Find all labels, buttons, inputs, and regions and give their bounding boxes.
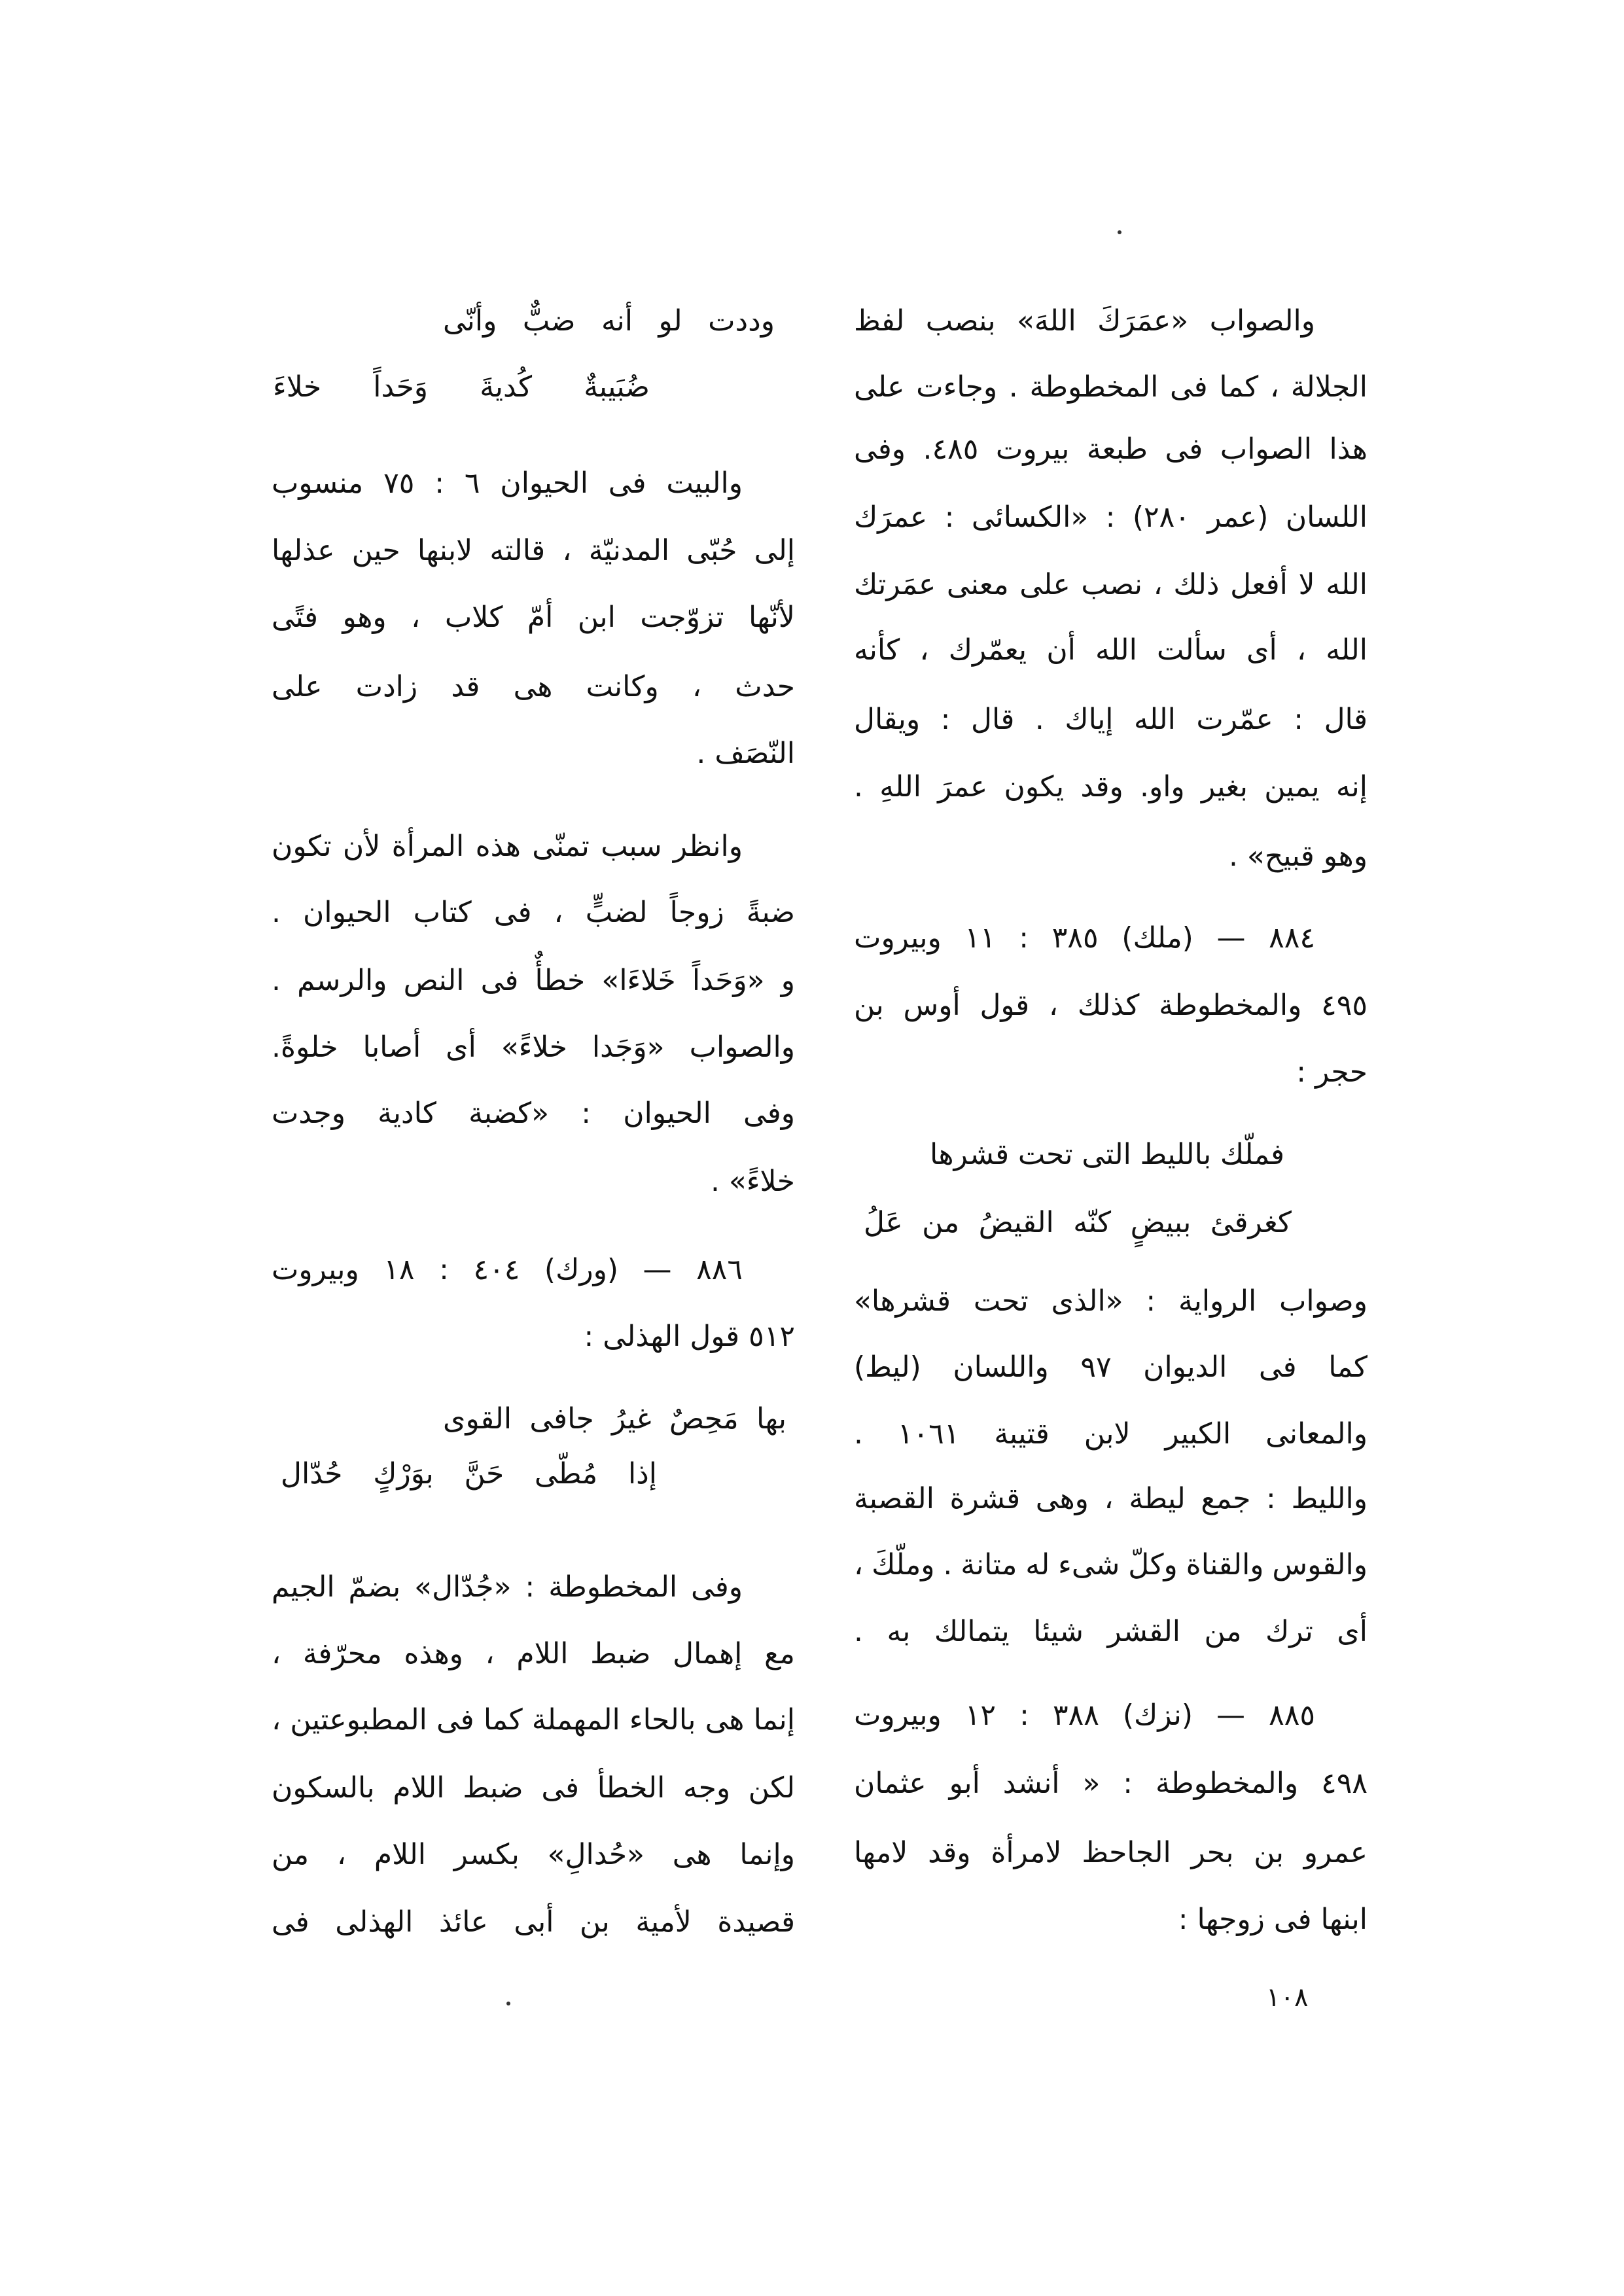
text-line: ٤٩٥ والمخطوطة كذلك ، قول أوس بن [854,989,1368,1022]
text-line: والصواب «وَجَدا خلاءً» أى أصابا خلوةً. [272,1031,795,1064]
verse-line: إذا مُطّى حَنَّ بوَرْكٍ حُدّال [281,1457,657,1491]
text-line: الجلالة ، كما فى المخطوطة . وجاءت على [854,370,1368,404]
text-line: والبيت فى الحيوان ٦ : ٧٥ منسوب [272,467,743,500]
text-line: خلاءً» . [710,1165,795,1198]
text-line: إنما هى بالحاء المهملة كما فى المطبوعتين ، [272,1703,795,1737]
text-line: والليط : جمع ليطة ، وهى قشرة القصبة [854,1482,1368,1515]
text-line: النّصَف . [696,737,795,770]
text-line: و «وَحَداً خَلاءَا» خطأٌ فى النص والرسم . [272,964,795,997]
scan-speck [1118,230,1121,234]
verse-line: وددت لو أنه ضبٌّ وأنّى [443,304,775,338]
text-line: الله لا أفعل ذلك ، نصب على معنى عمَرتك [854,568,1368,601]
text-line: الله ، أى سألت الله أن يعمّرك ، كأنه [854,633,1368,667]
text-line: ابنها فى زوجها : [1178,1903,1368,1936]
text-line: وانظر سبب تمنّى هذه المرأة لأن تكون [272,830,743,863]
text-line: ضبةً زوجاً لضبٍّ ، فى كتاب الحيوان . [272,896,795,929]
text-line: والقوس والقناة وكلّ شىء له متانة . وملّكَ ، [854,1548,1368,1581]
text-line: قصيدة لأمية بن أبى عائذ الهذلى فى [272,1905,795,1939]
text-line: إلى حُبّى المدنيّة ، قالته لابنها حين عذلها [272,534,795,567]
text-line: كما فى الديوان ٩٧ واللسان (ليط) [853,1351,1368,1384]
text-line: والمعانى الكبير لابن قتيبة ١٠٦١ . [854,1417,1368,1451]
text-line: حجر : [1296,1055,1368,1089]
text-line: اللسان (عمر ٢٨٠) : «الكسائى : عمرَك [854,501,1368,534]
text-line: ٥١٢ قول الهذلى : [584,1320,795,1353]
text-line: والصواب «عمَرَكَ اللهَ» بنصب لفظ [854,304,1315,338]
text-line: لأنّها تزوّجت ابن أمّ كلاب ، وهو فتًى [272,601,795,634]
text-line: قال : عمّرت الله إياك . قال : ويقال [854,703,1368,736]
verse-line: كغرقئ ببيضٍ كنّه القيضُ من عَلُ [864,1206,1292,1239]
text-line: وفى المخطوطة : «جُدّال» بضمّ الجيم [272,1570,743,1604]
entry-heading-885: ٨٨٥ — (نزك) ٣٨٨ : ١٢ وبيروت [854,1699,1315,1732]
page-number: ١٠٨ [1266,1983,1309,2013]
text-line: عمرو بن بحر الجاحظ لامرأة وقد لامها [854,1836,1368,1869]
text-line: وهو قبيح» . [1228,839,1368,873]
entry-heading-884: ٨٨٤ — (ملك) ٣٨٥ : ١١ وبيروت [854,921,1315,955]
text-line: ٤٩٨ والمخطوطة : « أنشد أبو عثمان [854,1767,1368,1800]
text-line: لكن وجه الخطأ فى ضبط اللام بالسكون [272,1771,795,1805]
text-line: هذا الصواب فى طبعة بيروت ٤٨٥. وفى [854,433,1368,466]
text-line: وإنما هى «حُدالِ» بكسر اللام ، من [272,1838,795,1871]
text-line: أى ترك من القشر شيئا يتمالك به . [854,1615,1368,1648]
verse-line: ضُبَيبةٌ كُديةَ وَحَداً خلاءَ [273,370,650,404]
entry-heading-886: ٨٨٦ — (ورك) ٤٠٤ : ١٨ وبيروت [272,1253,743,1286]
text-line: إنه يمين بغير واو. وقد يكون عمرَ اللهِ . [854,770,1368,804]
verse-line: فملّك بالليط التى تحت قشرها [930,1138,1284,1171]
verse-line: بها مَحِصٌ غيرُ جافى القوى [443,1402,786,1436]
text-line: مع إهمال ضبط اللام ، وهذه محرّفة ، [272,1637,795,1670]
text-line: وفى الحيوان : «كضبة كادية وجدت [272,1097,795,1130]
scan-speck [506,2002,510,2005]
text-line: حدث ، وكانت هى قد زادت على [272,670,795,703]
text-line: وصواب الرواية : «الذى تحت قشرها» [854,1284,1368,1318]
